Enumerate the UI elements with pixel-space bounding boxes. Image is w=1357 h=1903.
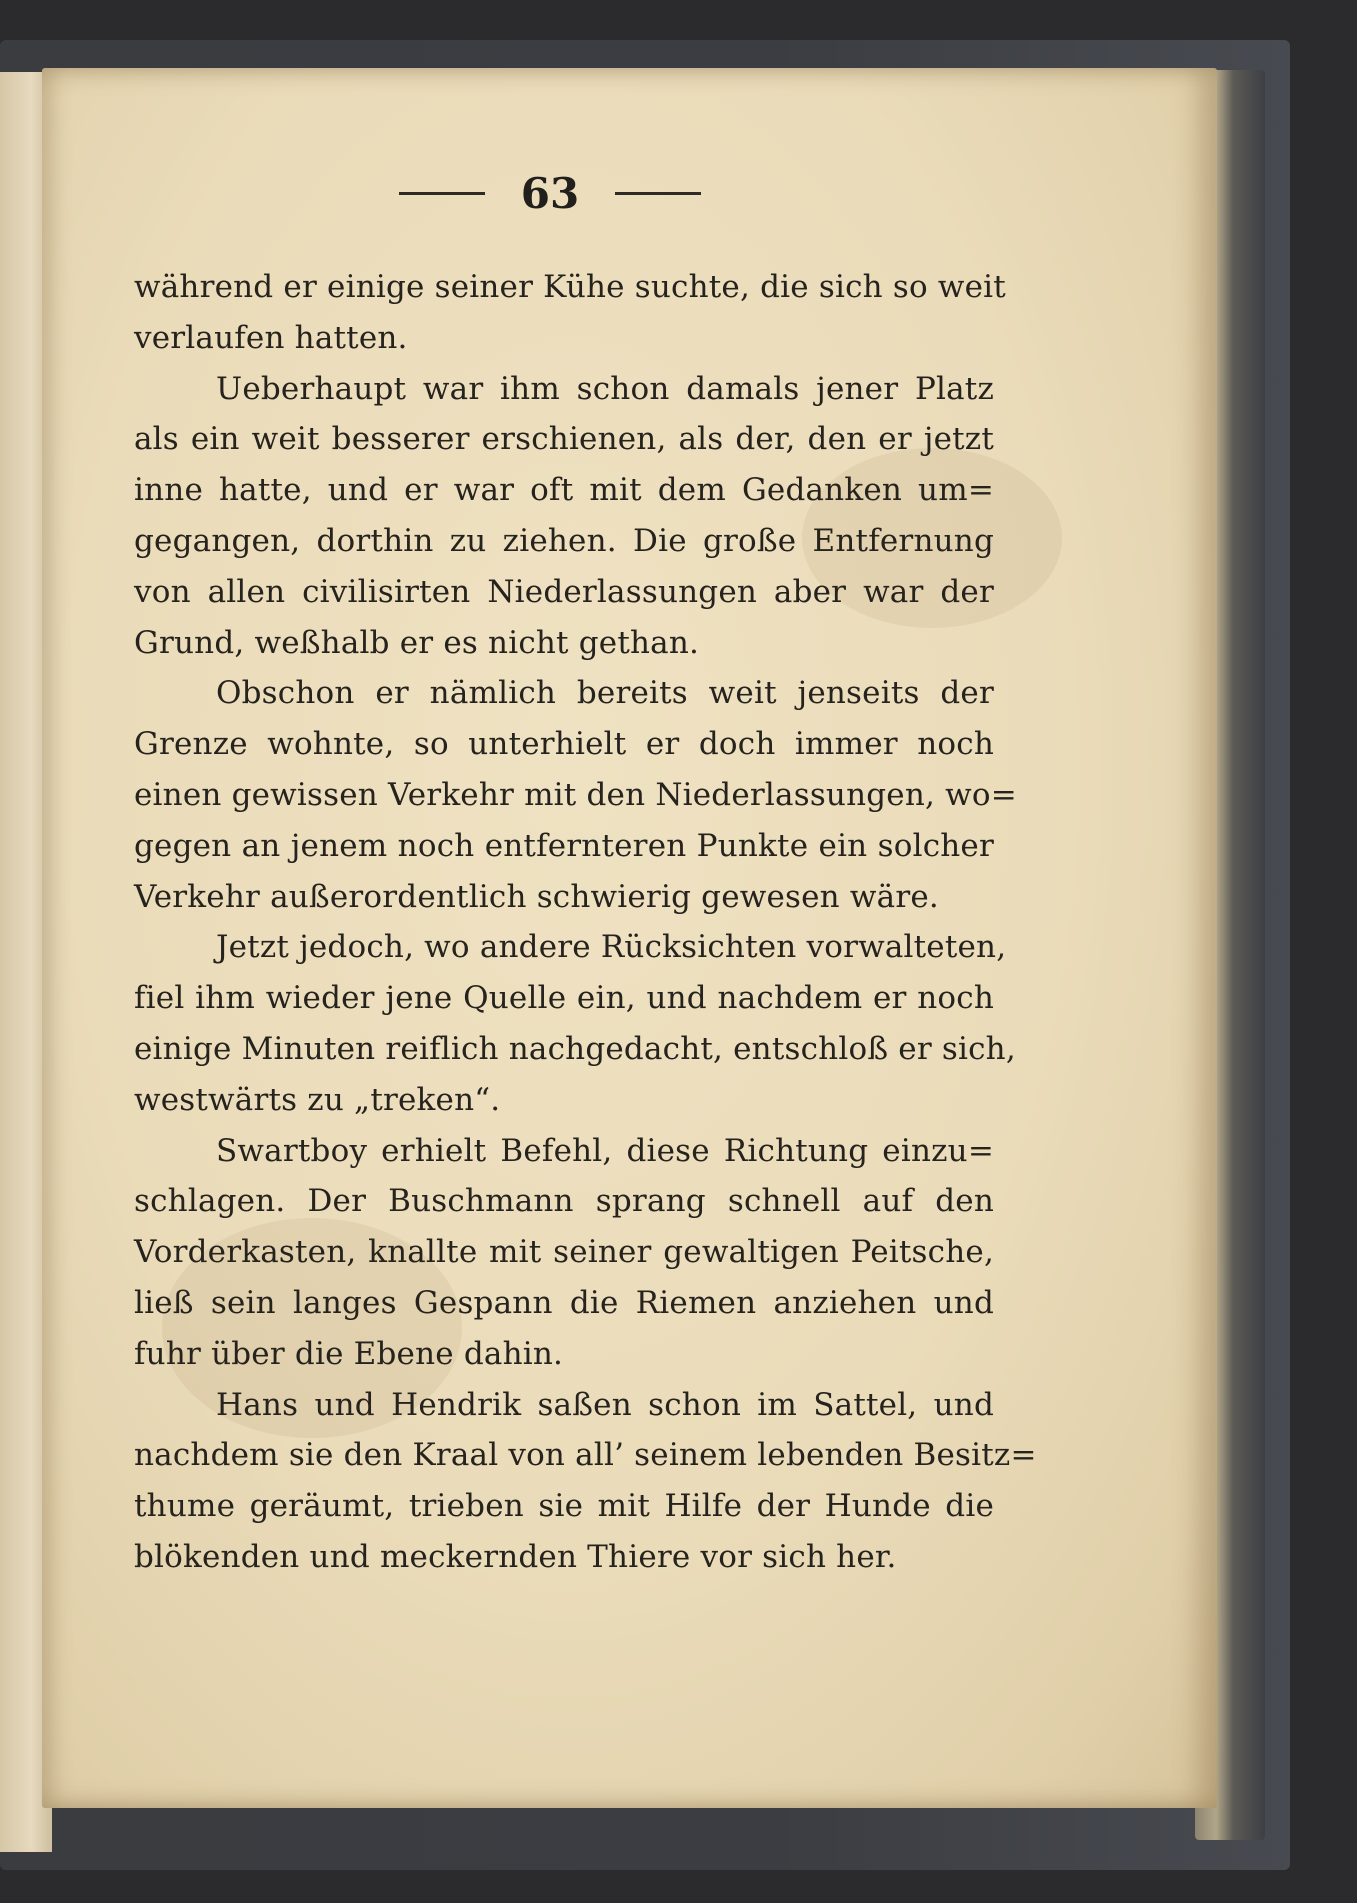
page-number: 63 (520, 168, 580, 218)
body-text (134, 262, 1037, 1583)
text-line: von allen civilisirten Niederlassungen aber war der (134, 573, 994, 610)
text-line: gegen an jenem noch entfernteren Punkte ein solcher (134, 827, 994, 864)
text-line: als ein weit besserer erschienen, als der, den er jetzt (134, 421, 994, 458)
text-line: einen gewissen Verkehr mit den Niederlassungen, wo= (134, 776, 1017, 813)
text-line: fuhr über die Ebene dahin. (134, 1335, 564, 1372)
text-line: verlaufen hatten. (134, 319, 408, 356)
text-line: einige Minuten reiflich nachgedacht, entschloß er sich, (134, 1030, 1016, 1067)
page-header (380, 158, 720, 228)
text-line: inne hatte, und er war oft mit dem Gedanken um= (134, 472, 994, 509)
text-line: Jetzt jedoch, wo andere Rücksichten vorwalteten, (216, 929, 1007, 966)
text-line: gegangen, dorthin zu ziehen. Die große Entfernung (134, 522, 994, 559)
text-line: blökenden und meckernden Thiere vor sich her. (134, 1538, 897, 1575)
text-line: schlagen. Der Buschmann sprang schnell auf den (134, 1183, 994, 1220)
text-line: Ueberhaupt war ihm schon damals jener Platz (216, 370, 994, 407)
text-line: Obschon er nämlich bereits weit jenseits der (216, 675, 994, 712)
text-line: während er einige seiner Kühe suchte, die sich so weit (134, 269, 1006, 305)
text-line: Verkehr außerordentlich schwierig gewesen wäre. (134, 878, 939, 915)
text-line: Grund, weßhalb er es nicht gethan. (134, 624, 700, 661)
text-line: Hans und Hendrik saßen schon im Sattel, und (216, 1386, 994, 1423)
text-line: thume geräumt, trieben sie mit Hilfe der Hunde die (134, 1488, 994, 1525)
text-line: ließ sein langes Gespann die Riemen anziehen und (134, 1284, 994, 1321)
text-line: Swartboy erhielt Befehl, diese Richtung einzu= (216, 1132, 994, 1169)
text-line: Vorderkasten, knallte mit seiner gewaltigen Peitsche, (134, 1234, 994, 1271)
text-line: Grenze wohnte, so unterhielt er doch immer noch (134, 726, 994, 763)
header-rule-left (399, 192, 485, 195)
text-line: westwärts zu „treken“. (134, 1081, 501, 1118)
text-line: nachdem sie den Kraal von all’ seinem lebenden Besitz= (134, 1437, 1037, 1474)
header-rule-right (615, 192, 701, 195)
text-line: fiel ihm wieder jene Quelle ein, und nachdem er noch (134, 980, 994, 1017)
